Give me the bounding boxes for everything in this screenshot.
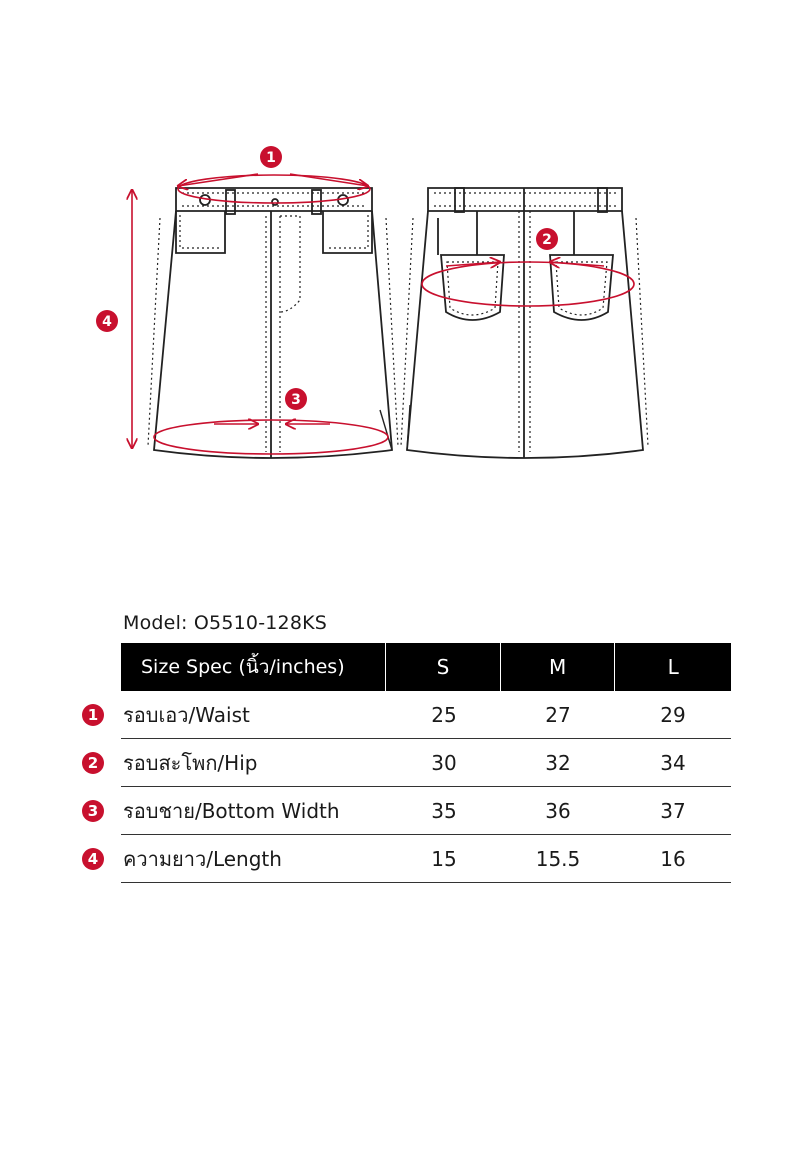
cell-s: 35	[431, 798, 457, 823]
row-label: ความยาว/Length	[123, 846, 282, 871]
size-spec-table	[87, 643, 731, 883]
cell-l: 29	[660, 702, 686, 727]
cell-m: 32	[545, 750, 571, 775]
row-number-badge: 4	[82, 848, 104, 870]
header-size-s: S	[386, 643, 501, 691]
model-label: Model: O5510-128KS	[123, 612, 328, 634]
marker-4	[96, 310, 118, 332]
svg-text:4: 4	[102, 314, 112, 330]
table-header	[121, 643, 731, 691]
back-view-skirt	[401, 188, 648, 458]
table-row	[87, 739, 731, 787]
table-row	[87, 787, 731, 835]
cell-s: 15	[431, 846, 457, 871]
header-size-l: L	[667, 655, 679, 679]
header-size-m: M	[501, 643, 616, 691]
skirt-measurement-diagram	[0, 0, 800, 560]
svg-text:2: 2	[542, 232, 552, 248]
cell-l: 34	[660, 750, 686, 775]
cell-l: 16	[660, 846, 686, 871]
cell-m: 36	[545, 798, 571, 823]
row-number-badge: 3	[82, 800, 104, 822]
row-label: รอบสะโพก/Hip	[123, 750, 258, 775]
header-size-spec: Size Spec (นิ้ว/inches)	[121, 643, 386, 691]
marker-3	[285, 388, 307, 410]
marker-2	[536, 228, 558, 250]
front-view-skirt	[148, 188, 398, 458]
row-label: รอบชาย/Bottom Width	[123, 798, 340, 823]
cell-m: 27	[545, 702, 571, 727]
cell-m: 15.5	[535, 846, 581, 871]
svg-text:1: 1	[266, 150, 276, 166]
row-number-badge: 1	[82, 704, 104, 726]
marker-1	[260, 146, 282, 168]
svg-text:3: 3	[291, 392, 301, 408]
table-row	[87, 835, 731, 883]
measure-hip-ellipse	[422, 262, 634, 306]
cell-s: 30	[431, 750, 457, 775]
row-number-badge: 2	[82, 752, 104, 774]
row-label: รอบเอว/Waist	[123, 702, 250, 727]
table-row	[87, 691, 731, 739]
cell-l: 37	[660, 798, 686, 823]
cell-s: 25	[431, 702, 457, 727]
